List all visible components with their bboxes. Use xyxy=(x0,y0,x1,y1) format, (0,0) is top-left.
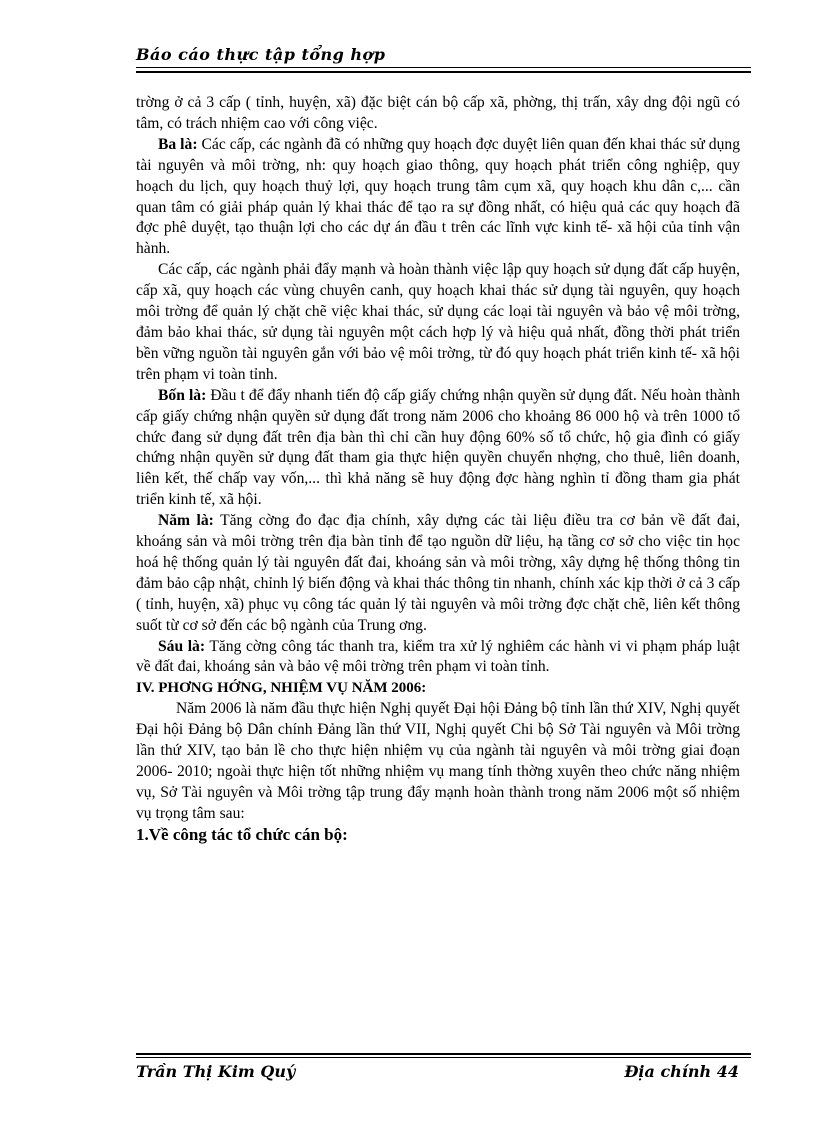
paragraph-lead: Năm là: xyxy=(158,512,214,530)
paragraph-text: Tăng cờng công tác thanh tra, kiểm tra xử lý nghiêm các hành vi vi phạm pháp luật về đất đai, khoáng sản và bảo vệ môi trờng trên phạm vi toàn tỉnh. xyxy=(136,637,740,676)
header-rule-thick xyxy=(136,71,751,73)
footer-rule-thin xyxy=(136,1057,751,1058)
page-header xyxy=(136,45,751,64)
paragraph-nam-la xyxy=(136,511,740,636)
paragraph-lead: Sáu là: xyxy=(158,637,206,655)
paragraph-text: trờng ở cả 3 cấp ( tỉnh, huyện, xã) đặc biệt cán bộ cấp xã, phờng, thị trấn, xây dng đội ngũ có tâm, có trách nhiệm cao với công việc. xyxy=(136,94,740,132)
paragraph-lead: Bốn là: xyxy=(158,386,207,404)
section-paragraph: Năm 2006 là năm đầu thực hiện Nghị quyết Đại hội Đảng bộ tỉnh lần thứ XIV, Nghị quyết Đại hội Đảng bộ Dân chính Đảng lần thứ VII, Nghị quyết Chi bộ Sở Tài nguyên và Môi trờng lần thứ XIV, tạo bản lề cho thực hiện nhiệm vụ của ngành tài nguyên và môi trờng giai đoạn 2006- 2010; ngoài thực hiện tốt những nhiệm vụ mang tính thờng xuyên theo chức năng nhiệm vụ, Sở Tài nguyên và Môi trờng tập trung đẩy mạnh hoàn thành trong năm 2006 một số nhiệm vụ trọng tâm sau: xyxy=(136,700,740,822)
section-heading: IV. PHƠNG HỚNG, NHIỆM VỤ NĂM 2006: xyxy=(136,680,427,697)
paragraph-text: Các cấp, các ngành đã có những quy hoạch đợc duyệt liên quan đến khai thác sử dụng tài nguyên và môi trờng, nh: quy hoạch giao thông, quy hoạch phát triển công nghiệp, quy hoạch du lịch, quy hoạch thuỷ lợi, quy hoạch trung tâm cụm xã, quy hoạch khu dân c,... cần quan tâm có giải pháp quản lý khai thác để tạo ra sự đồng nhất, có hiệu quả các quy hoạch đã đợc phê duyệt, tạo thuận lợi cho các dự án đầu t trên các lĩnh vực kinh tế- xã hội của tỉnh vận hành. xyxy=(136,135,740,258)
subheading: 1.Về công tác tổ chức cán bộ: xyxy=(136,824,348,844)
document-body xyxy=(136,93,740,846)
paragraph-text: Tăng cờng đo đạc địa chính, xây dựng các tài liệu điều tra cơ bản về đất đai, khoáng sản và môi trờng trên địa bàn tỉnh để tạo nguồn dữ liệu, hạ tầng cơ sở cho việc tin học hoá hệ thống quản lý tài nguyên đất đai, khoáng sản và môi trờng, xây dựng hệ thống thông tin đảm bảo cập nhật, chỉnh lý biến động và khai thác thông tin nhanh, chính xác kịp thời ở cả 3 cấp ( tỉnh, huyện, xã) phục vụ công tác quản lý tài nguyên và môi trờng đợc chặt chẽ, liên kết thông suốt từ cơ sở đến các bộ ngành của Trung ơng. xyxy=(136,512,740,634)
paragraph-bon-la xyxy=(136,386,740,511)
paragraph-planning xyxy=(136,260,740,385)
paragraph-sau-la xyxy=(136,637,740,679)
header-rule-thin xyxy=(136,67,751,68)
header-title: Báo cáo thực tập tổng hợp xyxy=(136,45,386,64)
paragraph-lead: Ba là: xyxy=(158,135,198,153)
footer-department: Địa chính 44 xyxy=(624,1062,739,1081)
paragraph-continuation xyxy=(136,93,740,135)
footer-author: Trần Thị Kim Quý xyxy=(136,1062,296,1081)
paragraph-text: Các cấp, các ngành phải đẩy mạnh và hoàn thành việc lập quy hoạch sử dụng đất cấp huyện, cấp xã, quy hoạch các vùng chuyên canh, quy hoạch khai thác sử dụng tài nguyên, quy hoạch môi trờng để quản lý chặt chẽ việc khai thác, sử dụng các loại tài nguyên và bảo vệ môi trờng, đảm bảo khai thác, sử dụng tài nguyên một cách hợp lý và hiệu quả nhất, đồng thời phát triển bền vững nguồn tài nguyên gắn với bảo vệ môi trờng, từ đó quy hoạch phát triển kinh tế- xã hội trên phạm vi toàn tỉnh. xyxy=(136,261,740,383)
paragraph-text: Đầu t để đẩy nhanh tiến độ cấp giấy chứng nhận quyền sử dụng đất. Nếu hoàn thành cấp giấy chứng nhận quyền sử dụng đất trong năm 2006 cho khoảng 86 000 hộ và trên 1000 tổ chức đang sử dụng đất trên địa bàn thì chỉ cần huy động 60% số tổ chức, hộ gia đình có giấy chứng nhận quyền sử dụng đất tham gia thực hiện quyền chuyển nhợng, cho thuê, liên doanh, liên kết, thế chấp vay vốn,... thì khả năng sẽ huy động đợc hàng nghìn tỉ đồng tham gia phát triển kinh tế, xã hội. xyxy=(136,386,740,509)
paragraph-ba-la xyxy=(136,135,740,260)
footer-rule-thick xyxy=(136,1053,751,1055)
